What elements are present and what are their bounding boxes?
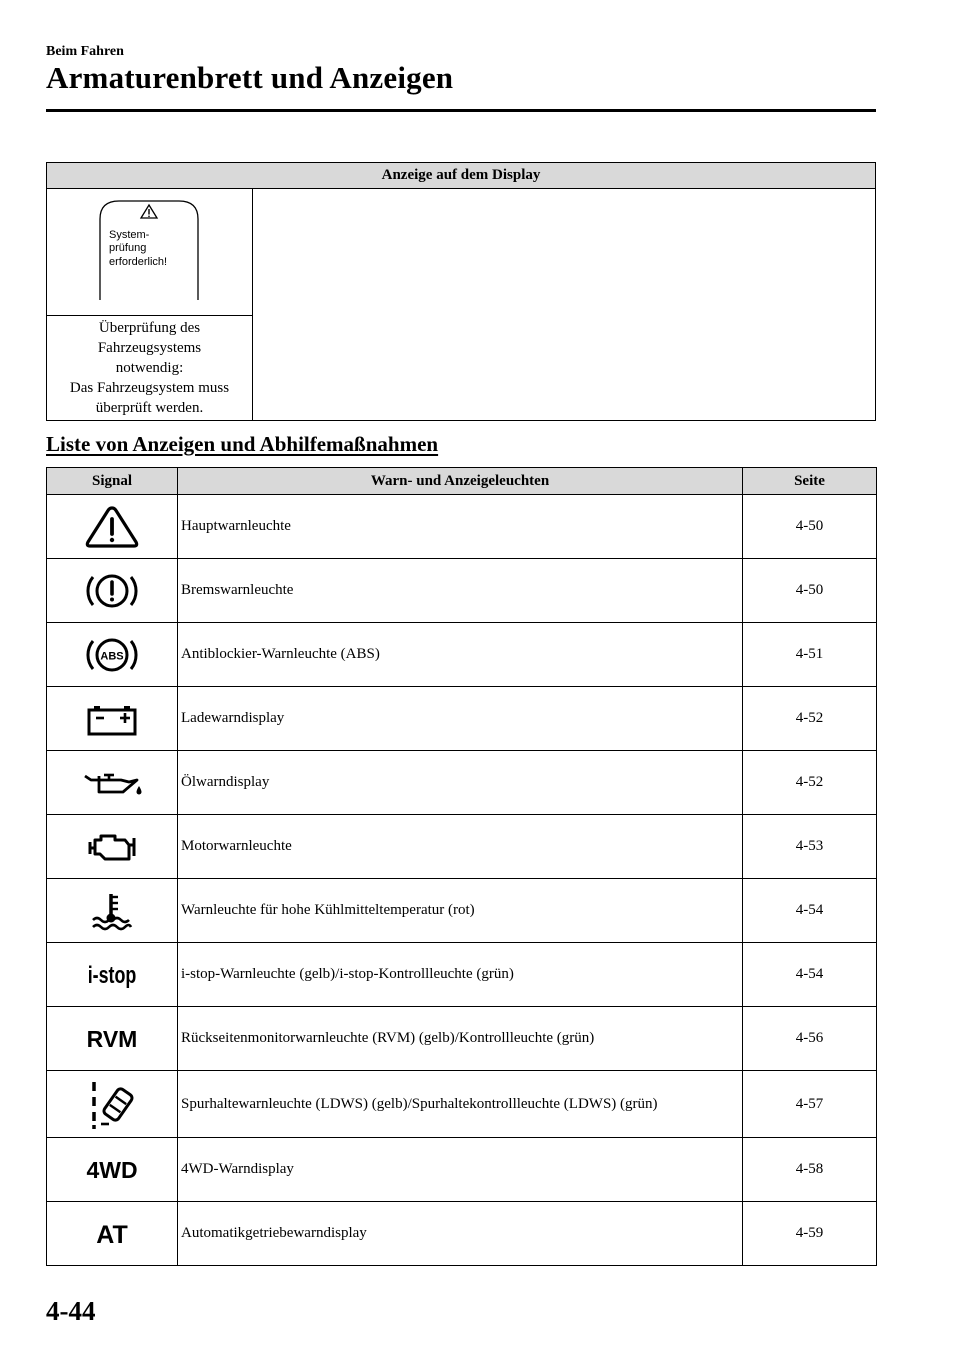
indicator-name: Hauptwarnleuchte <box>178 495 743 559</box>
page-reference: 4-56 <box>743 1007 877 1071</box>
i-stop-icon <box>77 952 147 998</box>
column-header-signal: Signal <box>47 468 178 495</box>
description-line: notwendig: <box>115 360 184 376</box>
title-divider <box>46 109 876 112</box>
i-stop-icon-text: i-stop <box>87 962 137 989</box>
display-description <box>47 316 253 421</box>
indicator-name: Bremswarnleuchte <box>178 559 743 623</box>
at-icon-text: AT <box>96 1220 128 1249</box>
signal-cell <box>47 687 178 751</box>
table-row <box>47 879 877 943</box>
section-label: Beim Fahren <box>46 44 124 59</box>
4wd-icon-text: 4WD <box>86 1156 138 1183</box>
display-screen-icon <box>47 189 252 310</box>
oil-can-icon <box>77 760 147 806</box>
table-row <box>47 1138 877 1202</box>
page-reference: 4-54 <box>743 943 877 1007</box>
description-line: Das Fahrzeugsystem muss <box>69 380 230 396</box>
page-reference: 4-50 <box>743 559 877 623</box>
screen-text-line-3: erforderlich! <box>109 256 168 268</box>
rvm-icon <box>77 1016 147 1062</box>
indicator-name: Warnleuchte für hohe Kühlmitteltemperatur (rot) <box>178 879 743 943</box>
signal-cell <box>47 1071 178 1138</box>
signal-cell <box>47 559 178 623</box>
table-row <box>47 1071 877 1138</box>
page-reference: 4-59 <box>743 1202 877 1266</box>
page-reference: 4-50 <box>743 495 877 559</box>
signal-cell <box>47 1202 178 1266</box>
page-reference: 4-54 <box>743 879 877 943</box>
description-line: Fahrzeugsystems <box>97 340 202 356</box>
signal-cell <box>47 815 178 879</box>
description-line: überprüft werden. <box>95 400 204 416</box>
page-reference: 4-51 <box>743 623 877 687</box>
signal-cell <box>47 495 178 559</box>
column-header-page: Seite <box>743 468 877 495</box>
lane-departure-icon <box>79 1077 145 1131</box>
signal-cell <box>47 1138 178 1202</box>
brake-warning-icon <box>79 568 145 614</box>
indicator-name: Rückseitenmonitorwarnleuchte (RVM) (gelb)/Kontrollleuchte (grün) <box>178 1007 743 1071</box>
table-row <box>47 1202 877 1266</box>
screen-text-line-1: System- <box>109 229 150 241</box>
display-screen-cell <box>47 189 253 316</box>
screen-text-line-2: prüfung <box>109 242 147 254</box>
table-row <box>47 687 877 751</box>
abs-warning-icon <box>79 632 145 678</box>
page-title: Armaturenbrett und Anzeigen <box>46 60 454 95</box>
page-reference: 4-52 <box>743 751 877 815</box>
indicator-name: Antiblockier-Warnleuchte (ABS) <box>178 623 743 687</box>
description-line: Überprüfung des <box>98 320 201 336</box>
engine-check-icon <box>79 824 145 870</box>
rvm-icon-text: RVM <box>86 1025 138 1052</box>
indicator-name: Automatikgetriebewarndisplay <box>178 1202 743 1266</box>
table-row <box>47 495 877 559</box>
table-row <box>47 815 877 879</box>
signal-cell <box>47 623 178 687</box>
page-reference: 4-52 <box>743 687 877 751</box>
page-reference: 4-53 <box>743 815 877 879</box>
table-row <box>47 943 877 1007</box>
page-number: 4-44 <box>46 1296 96 1326</box>
indicator-name: i-stop-Warnleuchte (gelb)/i-stop-Kontrollleuchte (grün) <box>178 943 743 1007</box>
display-table <box>46 162 876 421</box>
at-icon <box>79 1211 145 1257</box>
indicator-name: Motorwarnleuchte <box>178 815 743 879</box>
list-heading: Liste von Anzeigen und Abhilfemaßnahmen <box>46 432 439 456</box>
signal-cell <box>47 943 178 1007</box>
display-table-header: Anzeige auf dem Display <box>47 163 876 189</box>
page-reference: 4-58 <box>743 1138 877 1202</box>
battery-charging-icon <box>79 696 145 742</box>
svg-text:ABS: ABS <box>100 650 124 662</box>
table-row <box>47 623 877 687</box>
indicator-list-table <box>46 467 877 1266</box>
signal-cell <box>47 1007 178 1071</box>
coolant-temperature-icon <box>79 888 145 934</box>
display-empty-cell <box>253 189 876 421</box>
page-reference: 4-57 <box>743 1071 877 1138</box>
signal-cell <box>47 879 178 943</box>
master-warning-icon <box>82 504 142 550</box>
indicator-name: Ölwarndisplay <box>178 751 743 815</box>
table-row <box>47 559 877 623</box>
table-row <box>47 751 877 815</box>
indicator-name: Ladewarndisplay <box>178 687 743 751</box>
table-row <box>47 1007 877 1071</box>
indicator-name: 4WD-Warndisplay <box>178 1138 743 1202</box>
4wd-icon <box>74 1147 150 1193</box>
column-header-lights: Warn- und Anzeigeleuchten <box>178 468 743 495</box>
indicator-name: Spurhaltewarnleuchte (LDWS) (gelb)/Spurhaltekontrollleuchte (LDWS) (grün) <box>178 1071 743 1138</box>
signal-cell <box>47 751 178 815</box>
